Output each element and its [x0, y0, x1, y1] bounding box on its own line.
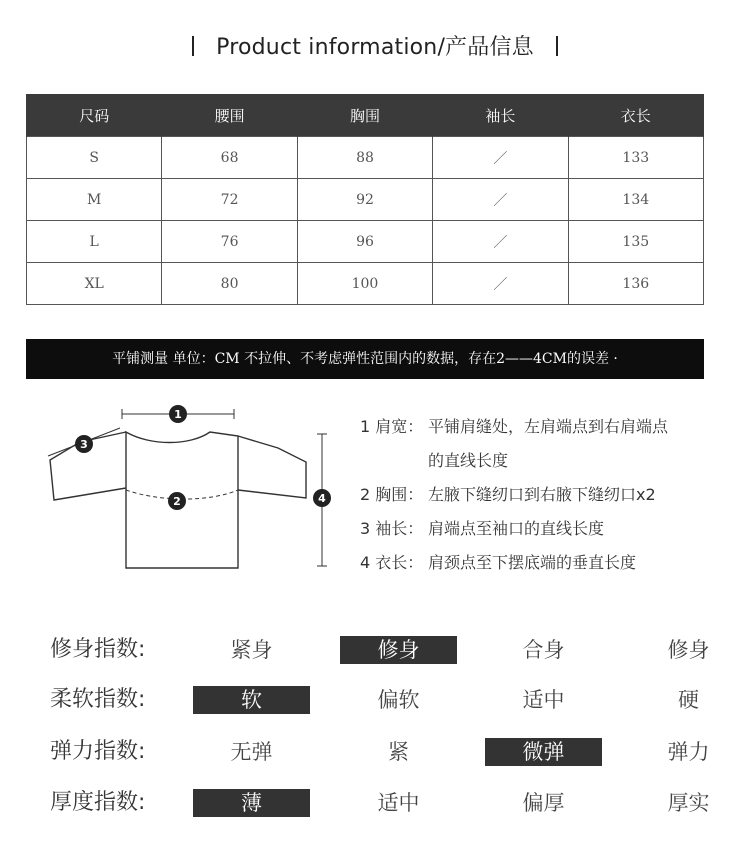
cell-sleeve: ／: [433, 179, 568, 221]
cell-waist: 80: [162, 263, 297, 305]
index-name: 弹力指数:: [50, 739, 146, 764]
measurement-item: [360, 410, 720, 478]
marker-3-label: 3: [80, 438, 88, 451]
table-row: [27, 137, 704, 179]
cell-size: L: [27, 221, 162, 263]
cell-waist: 72: [162, 179, 297, 221]
index-option: 适中: [377, 791, 420, 815]
marker-4-label: 4: [318, 492, 326, 505]
index-option: 合身: [522, 638, 565, 662]
measurement-text: 左腋下缝纫口到右腋下缝纫口x2: [428, 485, 656, 504]
measurement-text: 的直线长度: [428, 451, 509, 470]
index-option: 偏软: [377, 688, 420, 712]
title-text: Product information/产品信息: [216, 35, 534, 60]
title-divider-right: [556, 36, 558, 56]
measurement-item: [360, 512, 720, 546]
fit-index-row: [0, 630, 750, 670]
measurement-label: 1 肩宽：: [360, 417, 424, 436]
index-option: 无弹: [230, 740, 273, 764]
marker-2-label: 2: [173, 495, 181, 508]
cell-sleeve: ／: [433, 137, 568, 179]
measurement-note: 平铺测量 单位：CM 不拉伸、不考虑弹性范围内的数据，存在2——4CM的误差 ·: [26, 339, 704, 379]
elasticity-index-row: [0, 732, 750, 772]
cell-chest: 92: [297, 179, 432, 221]
size-table-header: [27, 94, 704, 137]
page-title: [0, 30, 750, 61]
index-name: 柔软指数:: [50, 687, 146, 712]
index-name: 厚度指数:: [50, 790, 146, 815]
cell-sleeve: ／: [433, 221, 568, 263]
measurement-text: 平铺肩缝处，左肩端点到右肩端点: [428, 417, 669, 436]
garment-diagram: [40, 398, 340, 578]
index-option-selected: 薄: [193, 789, 310, 817]
size-table: [26, 94, 704, 305]
header-chest: 胸围: [297, 94, 432, 137]
measurement-descriptions: [360, 410, 720, 580]
softness-index-row: [0, 680, 750, 720]
measurement-label: 3 袖长：: [360, 519, 424, 538]
header-size: 尺码: [27, 94, 162, 137]
measurement-label: 2 胸围：: [360, 485, 424, 504]
marker-1-label: 1: [174, 408, 182, 421]
header-length: 衣长: [568, 94, 703, 137]
cell-size: XL: [27, 263, 162, 305]
index-option: 紧: [388, 740, 409, 764]
index-option-selected: 软: [193, 686, 310, 714]
table-row: [27, 221, 704, 263]
table-row: [27, 179, 704, 221]
title-divider-left: [192, 36, 194, 56]
measurement-item: [360, 478, 720, 512]
cell-chest: 88: [297, 137, 432, 179]
cell-length: 136: [568, 263, 703, 305]
index-option: 硬: [678, 688, 699, 712]
index-option: 紧身: [230, 638, 273, 662]
measurement-text: 肩端点至袖口的直线长度: [428, 519, 605, 538]
header-sleeve: 袖长: [433, 94, 568, 137]
cell-size: M: [27, 179, 162, 221]
cell-chest: 100: [297, 263, 432, 305]
index-option: 适中: [522, 688, 565, 712]
thickness-index-row: [0, 783, 750, 823]
index-option-selected: 修身: [340, 636, 457, 664]
cell-size: S: [27, 137, 162, 179]
cell-chest: 96: [297, 221, 432, 263]
index-option: 偏厚: [522, 791, 565, 815]
measurement-item: [360, 546, 720, 580]
index-name: 修身指数:: [50, 637, 146, 662]
cell-length: 135: [568, 221, 703, 263]
garment-right-sleeve: [238, 436, 306, 498]
index-option: 修身: [667, 638, 710, 662]
index-option-selected: 微弹: [485, 738, 602, 766]
cell-length: 134: [568, 179, 703, 221]
header-waist: 腰围: [162, 94, 297, 137]
measurement-text: 肩颈点至下摆底端的垂直长度: [428, 553, 637, 572]
measurement-label: 4 衣长：: [360, 553, 424, 572]
cell-waist: 68: [162, 137, 297, 179]
table-row: [27, 263, 704, 305]
cell-sleeve: ／: [433, 263, 568, 305]
index-option: 厚实: [667, 791, 710, 815]
index-option: 弹力: [667, 740, 710, 764]
cell-waist: 76: [162, 221, 297, 263]
cell-length: 133: [568, 137, 703, 179]
